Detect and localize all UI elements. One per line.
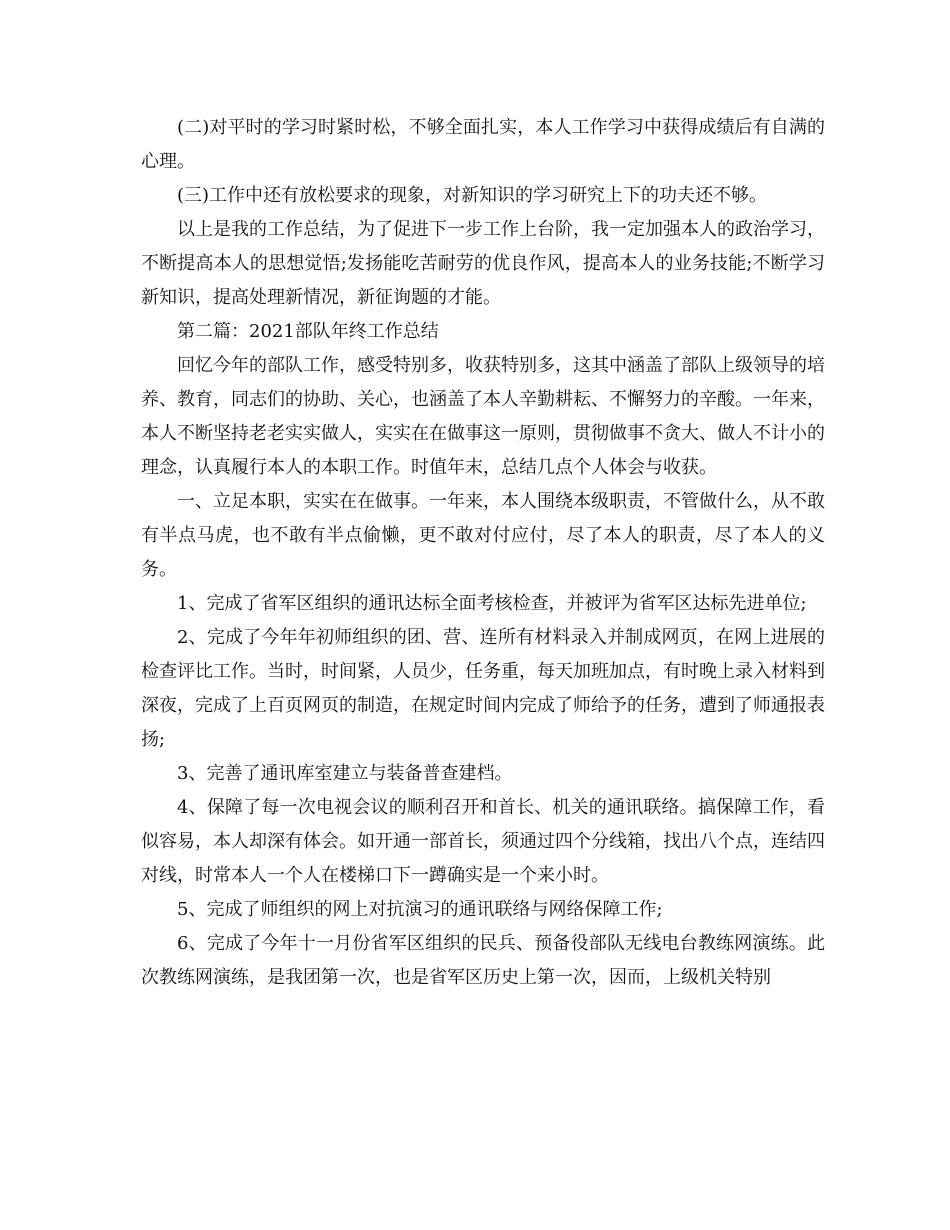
paragraph-intro: 回忆今年的部队工作，感受特别多，收获特别多，这其中涵盖了部队上级领导的培养、教育，同志们的协助、关心，也涵盖了本人辛勤耕耘、不懈努力的辛酸。一年来，本人不断坚持老老实实做人，实实在在做事这一原则，贯彻做事不贪大、做人不计小的理念，认真履行本人的本职工作。时值年末，总结几点个人体会与收获。 bbox=[141, 355, 825, 478]
list-item-4: 4、保障了每一次电视会议的顺利召开和首长、机关的通讯联络。搞保障工作，看似容易，本人却深有体会。如开通一部首长，须通过四个分线箱，找出八个点，连结四对线，时常本人一个人在楼梯口下一蹲确实是一个来小时。 bbox=[141, 797, 825, 886]
paragraph-point-1: 一、立足本职，实实在在做事。一年来，本人围绕本级职责，不管做什么，从不敢有半点马虎，也不敢有半点偷懒，更不敢对付应付，尽了本人的职责，尽了本人的义务。 bbox=[141, 491, 825, 580]
list-item-1: 1、完成了省军区组织的通讯达标全面考核检查，并被评为省军区达标先进单位; bbox=[177, 593, 807, 614]
list-item-3: 3、完善了通讯库室建立与装备普查建档。 bbox=[177, 763, 513, 784]
paragraph-conclusion: 以上是我的工作总结，为了促进下一步工作上台阶，我一定加强本人的政治学习，不断提高本人的思想觉悟;发扬能吃苦耐劳的优良作风，提高本人的业务技能;不断学习新知识，提高处理新情况，新征询题的才能。 bbox=[141, 219, 825, 308]
list-item-2: 2、完成了今年年初师组织的团、营、连所有材料录入并制成网页，在网上进展的检查评比工作。当时，时间紧，人员少，任务重，每天加班加点，有时晚上录入材料到深夜，完成了上百页网页的制造，在规定时间内完成了师给予的任务，遭到了师通报表扬; bbox=[141, 627, 825, 750]
document-body bbox=[141, 111, 825, 995]
paragraph-shortcoming-3: (三)工作中还有放松要求的现象，对新知识的学习研究上下的功夫还不够。 bbox=[177, 185, 768, 206]
list-item-5: 5、完成了师组织的网上对抗演习的通讯联络与网络保障工作; bbox=[177, 899, 663, 920]
section-heading: 第二篇：2021部队年终工作总结 bbox=[177, 321, 439, 342]
list-item-6: 6、完成了今年十一月份省军区组织的民兵、预备役部队无线电台教练网演练。此次教练网演练，是我团第一次，也是省军区历史上第一次，因而，上级机关特别 bbox=[141, 933, 825, 988]
paragraph-shortcoming-2: (二)对平时的学习时紧时松，不够全面扎实，本人工作学习中获得成绩后有自满的心理。 bbox=[141, 117, 825, 172]
